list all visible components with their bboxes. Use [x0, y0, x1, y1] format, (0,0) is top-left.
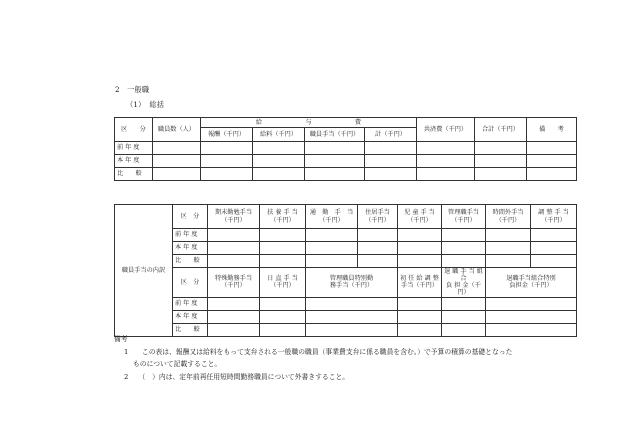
col-header: 特殊勤務手当 （千円） [208, 268, 260, 298]
section-title: 2 一般職 [115, 85, 150, 94]
shokuin-teate-header: 職員手当（千円） [305, 128, 365, 142]
kyuyo-header: 給 与 費 [201, 118, 417, 128]
col-header: 管理職員特別勤 務手当（千円） [306, 268, 398, 298]
kyuryo-header: 給料（千円） [253, 128, 305, 142]
table-row [115, 168, 577, 181]
col-header: 期末勤勉手当 （千円） [208, 205, 260, 229]
table-row [115, 155, 577, 168]
note-item-1: 1 この表は、報酬又は給料をもって支弁される一般職の職員（事業費支弁に係る職員を含む。）で予算の積算の基礎となった [124, 348, 513, 356]
col-header: 退 職 手 当 組 合 負 担 金（千円） [442, 268, 486, 298]
row-label: 比 較 [115, 168, 153, 181]
summary-table [114, 117, 577, 181]
table-row [115, 297, 577, 310]
biko-header: 備 考 [527, 118, 577, 142]
notes-title: 備考 [114, 335, 128, 343]
row-label: 比 較 [173, 323, 208, 336]
kubun-header: 区 分 [173, 205, 208, 229]
allowance-breakdown-table [114, 204, 577, 337]
col-header: 住居手当 （千円） [358, 205, 398, 229]
col-header: 扶 養 手 当 （千円） [260, 205, 306, 229]
kyosaihi-header: 共済費（千円） [417, 118, 475, 142]
side-label: 職員手当の内訳 [115, 205, 173, 337]
row-label: 本 年 度 [115, 155, 153, 168]
col-header: 調 整 手 当 （千円） [531, 205, 577, 229]
col-header: 時間外手当 （千円） [486, 205, 531, 229]
table-row [115, 229, 577, 242]
table-row [115, 255, 577, 268]
note-item-2: 2 （ ）内は、定年前再任用短時間勤務職員について外書きすること。 [124, 373, 350, 381]
kei-header: 計（千円） [365, 128, 417, 142]
note-item-1-cont: ものについて記載すること。 [133, 360, 222, 368]
table-row [115, 142, 577, 155]
table-row [115, 310, 577, 323]
hoshu-header: 報酬（千円） [201, 128, 253, 142]
col-header: 通 勤 手 当 （千円） [306, 205, 358, 229]
row-label: 本 年 度 [173, 242, 208, 255]
row-label: 前 年 度 [115, 142, 153, 155]
row-label: 前 年 度 [173, 229, 208, 242]
table-row [115, 323, 577, 336]
kubun-header: 区 分 [173, 268, 208, 298]
row-label: 前 年 度 [173, 297, 208, 310]
col-header: 管理職手当 （千円） [442, 205, 486, 229]
col-header: 日 直 手 当 （千円） [260, 268, 306, 298]
row-label: 本 年 度 [173, 310, 208, 323]
col-header: 児 童 手 当 （千円） [398, 205, 442, 229]
row-label: 比 較 [173, 255, 208, 268]
kubun-header: 区 分 [115, 118, 153, 142]
table-row [115, 242, 577, 255]
col-header: 退職手当組合特別 負担金（千円） [486, 268, 577, 298]
col-header: 初 任 給 調 整 手当（千円） [398, 268, 442, 298]
subsection-title: （1） 総括 [126, 100, 165, 109]
staff-count-header: 職員数（人） [153, 118, 201, 142]
goukei-header: 合計（千円） [475, 118, 527, 142]
